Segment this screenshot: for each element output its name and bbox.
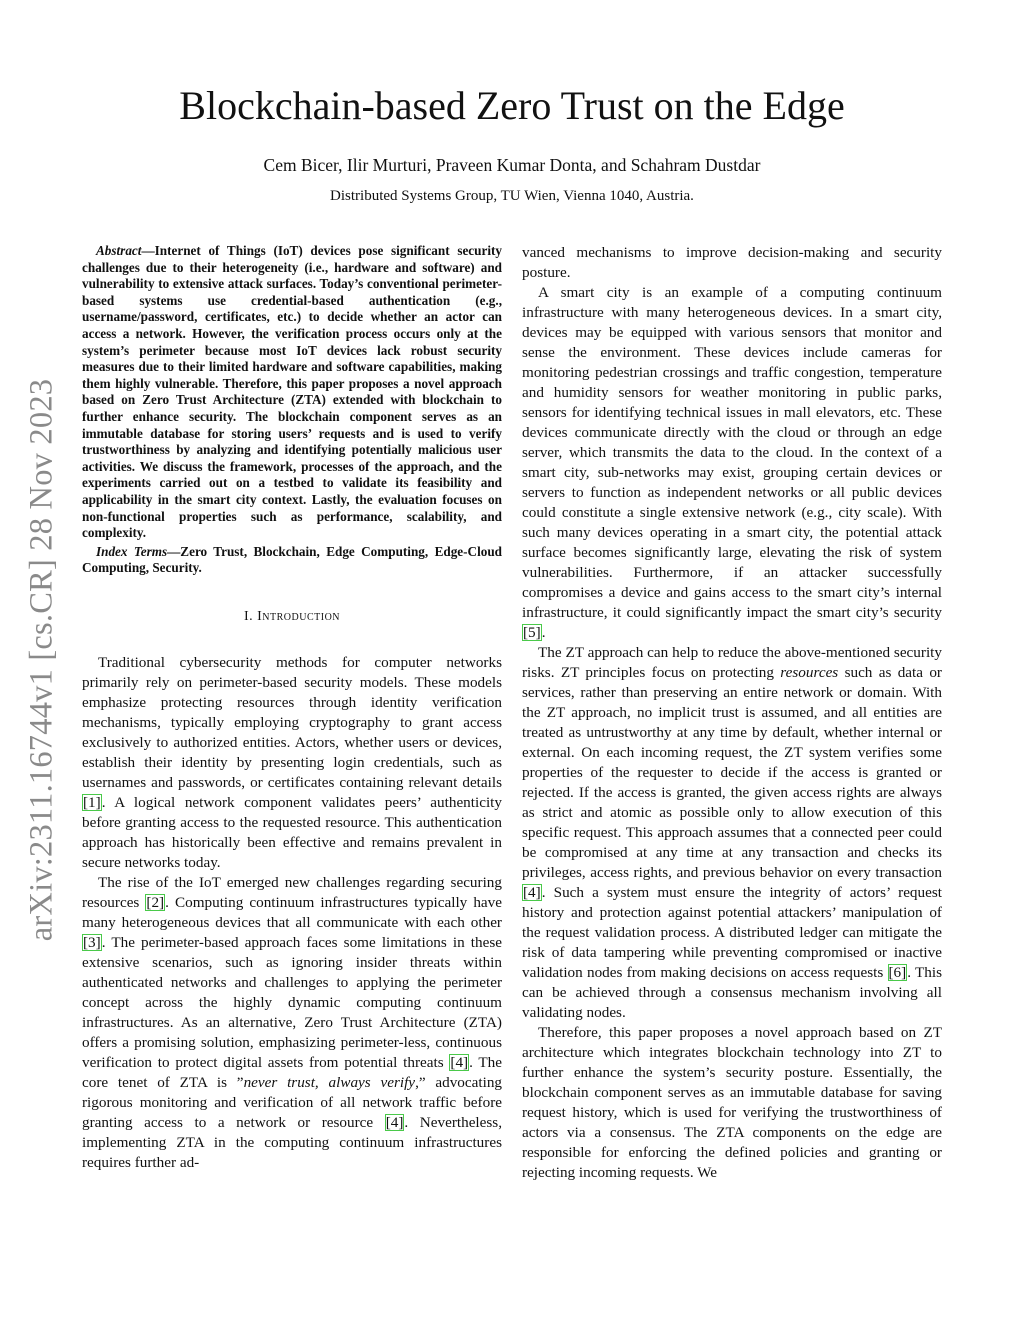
abstract [82, 243, 502, 542]
section-title: Introduction [257, 608, 341, 624]
abstract-text: —Internet of Things (IoT) devices pose significant security challenges due to their heterogeneity (i.e., hardware and software) and vulnerability to extensive attack surfaces. Today’s conventional perimeter-based systems use credential-based authentication (e.g., username/password, certificates, etc.) to decide whether an actor can access a network. However, the verification process occurs only at the system’s perimeter because most IoT devices lack robust security measures due to their limited hardware and software capabilities, making them highly vulnerable. Therefore, this paper proposes a novel approach based on Zero Trust Architecture (ZTA) extended with blockchain to further enhance security. The blockchain component serves as an immutable database for storing users’ requests and is used to verify trustworthiness by analyzing and identifying potentially malicious user activities. We discuss the framework, processes of the approach, and the experiments carried out on a testbed to validate its feasibility and applicability in the smart city context. Lastly, the evaluation focuses on non-functional properties such as performance, scalability, and complexity. [82, 243, 502, 541]
paragraph-text: The ZT approach can help to reduce the above-mentioned security risks. ZT principles focus on protecting [522, 644, 942, 681]
paragraph-text: ,” advocating rigorous monitoring and verification of all network traffic before granting access to a network or resource [82, 1073, 503, 1131]
intro-paragraph-1 [82, 653, 502, 873]
intro-paragraph-2 [82, 873, 502, 1173]
paragraph-text: . [541, 624, 546, 641]
section-heading-introduction [82, 607, 502, 627]
paragraph-text: Traditional cybersecurity methods for computer networks primarily rely on perimeter-based security models. These models emphasize protecting resources through identity verification mechanisms, typically employing cryptography to grant access exclusively to authorized entities. Actors, whether users or devices, establish their identity by presenting login credentials, such as usernames and passwords, or certificates containing relevant details [82, 653, 502, 791]
citation-link[interactable]: [2] [146, 893, 165, 911]
paragraph-text: . Nevertheless, implementing ZTA in the computing continuum infrastructures requires further ad- [82, 1113, 503, 1171]
paragraph-text: The rise of the IoT emerged new challenges regarding securing resources [82, 873, 502, 911]
citation-link[interactable]: [4] [523, 884, 541, 901]
paragraph-text: such as data or services, rather than preserving an entire network or domain. With the ZT approach, no implicit trust is assumed, and all entities are treated as untrustworthy at any time by default, whether internal or external. On each incoming request, the ZT system verifies some properties of the requester to decide if the access is granted or rejected. If the access is granted, the given access rights are always as strict and atomic as possible only to allow execution of this specific request. This approach assumes that a connected peer could be compromised at any time at any transaction and checks its privileges, access rights, and previous behavior on every transaction [522, 664, 942, 881]
intro-paragraph-continued: vanced mechanisms to improve decision-making and security posture. [522, 244, 942, 281]
paragraph-text: . The core tenet of ZTA is ” [82, 1053, 502, 1091]
emphasis-text: resources [780, 664, 839, 681]
intro-paragraph-4 [522, 643, 942, 1023]
left-column [82, 243, 502, 1173]
paragraph-text: . The perimeter-based approach faces some limitations in these extensive scenarios, such as ignoring insider threats within authenticated networks and challenges to applying the perimeter concept across the highly dynamic computing continuum infrastructures. As an alternative, Zero Trust Architecture (ZTA) offers a promising solution, emphasizing perimeter-less, continuous verification to protect digital assets from potential threats [82, 933, 502, 1071]
index-terms-label: Index Terms [96, 543, 168, 559]
intro-paragraph-3 [522, 283, 942, 643]
paragraph-text: . Computing continuum infrastructures typically have many heterogeneous devices that all communicate with each other [82, 893, 502, 931]
quote-text: never trust, always verify [243, 1073, 416, 1091]
abstract-label: Abstract [96, 243, 142, 258]
index-terms [82, 544, 502, 577]
arxiv-identifier: arXiv:2311.16744v1 [cs.CR] 28 Nov 2023 [23, 378, 60, 942]
citation-link[interactable]: [5] [523, 624, 541, 641]
paragraph-text: . Such a system must ensure the integrity of actors’ request history and protection against potential attackers’ manipulation of the request validation process. A distributed ledger can mitigate the risk of data tampering while preventing compromised or inactive validation nodes from making decisions on access requests [522, 884, 942, 981]
citation-link[interactable]: [3] [83, 933, 101, 951]
paper-affiliation: Distributed Systems Group, TU Wien, Vienna 1040, Austria. [330, 188, 694, 204]
section-number: I. [243, 608, 254, 624]
index-terms-text: —Zero Trust, Blockchain, Edge Computing, Edge-Cloud Computing, Security. [82, 543, 502, 576]
paragraph-text: . This can be achieved through a consensus mechanism involving all validating nodes. [522, 964, 942, 1021]
paper-authors: Cem Bicer, Ilir Murturi, Praveen Kumar Donta, and Schahram Dustdar [263, 155, 761, 175]
intro-paragraph-5: Therefore, this paper proposes a novel approach based on ZT architecture which integrates blockchain technology into ZT to further enhance the system’s security posture. Essentially, the blockchain component serves as an immutable database for saving request history, which is used for verifying the trustworthiness of actors via a consensus. The ZTA components on the edge are responsible for enforcing the defined policies and granting or rejecting incoming requests. We [522, 1024, 942, 1181]
right-column [522, 243, 942, 1183]
paragraph-text: . A logical network component validates peers’ authenticity before granting access to the requested resource. This authentication approach has historically been effective and remains prevalent in secure networks today. [82, 793, 502, 871]
paper-title: Blockchain-based Zero Trust on the Edge [179, 83, 845, 128]
paragraph-text: A smart city is an example of a computing continuum infrastructure with many heterogeneous devices. In a smart city, devices may be equipped with various sensors that monitor and sense the environment. These devices include cameras for monitoring pedestrian crossings and traffic congestion, temperature and humidity sensors for weather monitoring in public parks, sensors for identifying technical issues in mall elevators, etc. These devices communicate directly with the cloud or through an edge server, which transmits the data to the cloud. In the context of a smart city, sub-networks may exist, grouping certain devices or servers to function as independent networks or all public devices could constitute a single extensive network (e.g., city scale). With such many devices operating in a smart city, the potential attack surface becomes significantly large, elevating the risk of system vulnerabilities. Furthermore, if an attacker successfully compromises a device and gains access to the smart city’s internal infrastructure, it could significantly impact the smart city’s security [522, 284, 942, 621]
citation-link[interactable]: [1] [83, 793, 101, 811]
citation-link[interactable]: [6] [888, 964, 907, 981]
citation-link[interactable]: [4] [385, 1113, 404, 1131]
citation-link[interactable]: [4] [450, 1053, 469, 1071]
